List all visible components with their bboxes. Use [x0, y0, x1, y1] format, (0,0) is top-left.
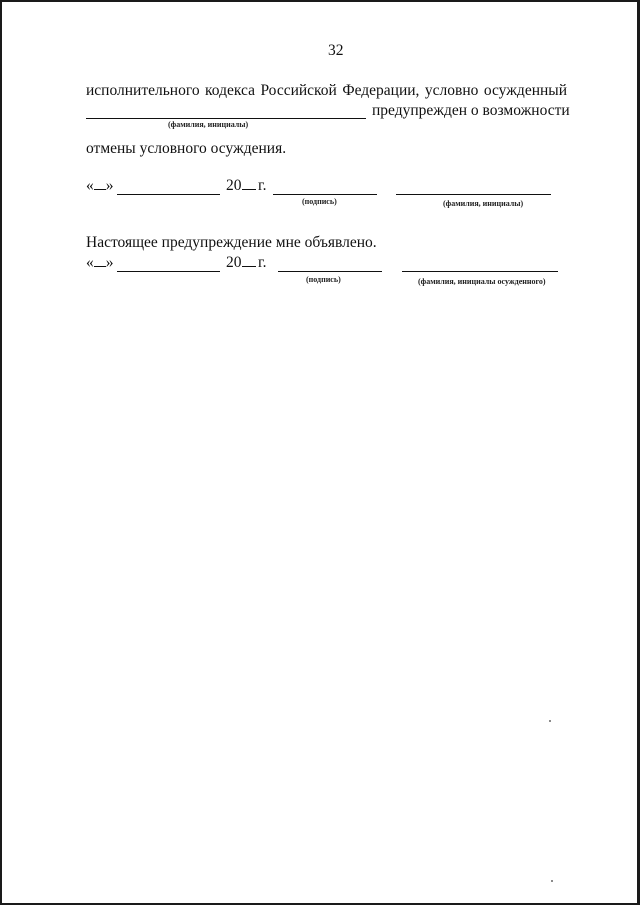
name-line-2	[402, 271, 558, 272]
month-blank-line-1	[117, 194, 220, 195]
day-blank	[94, 256, 106, 267]
page-number: 32	[328, 42, 344, 59]
year-field-1	[226, 177, 256, 195]
announcement-text: Настоящее предупреждение мне объявлено.	[86, 234, 377, 251]
year-prefix: 20	[226, 254, 242, 271]
fio-caption: (фамилия, инициалы)	[168, 120, 249, 129]
year-suffix-1: г.	[258, 177, 267, 194]
quote-open: «	[86, 177, 94, 194]
paragraph-line-1: исполнительного кодекса Российской Федерации, условно осужденный	[86, 82, 567, 99]
month-blank-line-2	[117, 271, 220, 272]
name-line-1	[396, 194, 551, 195]
year-suffix-2: г.	[258, 254, 267, 271]
signature-line-2	[278, 271, 382, 272]
fio-blank-line	[86, 118, 366, 119]
scan-speck	[551, 880, 553, 882]
scan-speck	[549, 720, 551, 722]
date-day-field-1	[86, 177, 114, 195]
name-caption-1: (фамилия, инициалы)	[443, 199, 524, 208]
paragraph-line-3: отмены условного осуждения.	[86, 140, 287, 157]
quote-close: »	[105, 177, 114, 194]
day-blank	[94, 179, 106, 190]
name-caption-2: (фамилия, инициалы осужденного)	[418, 277, 546, 286]
year-blank	[242, 179, 256, 190]
signature-caption-2: (подпись)	[306, 275, 341, 284]
year-blank	[242, 256, 256, 267]
year-prefix: 20	[226, 177, 242, 194]
page-border-left	[0, 0, 2, 905]
signature-caption-1: (подпись)	[302, 197, 337, 206]
page-border-top	[0, 0, 640, 2]
signature-line-1	[273, 194, 377, 195]
year-field-2	[226, 254, 256, 272]
quote-close: »	[105, 254, 114, 271]
quote-open: «	[86, 254, 94, 271]
paragraph-line-2: предупрежден о возможности	[372, 102, 570, 119]
date-day-field-2	[86, 254, 114, 272]
